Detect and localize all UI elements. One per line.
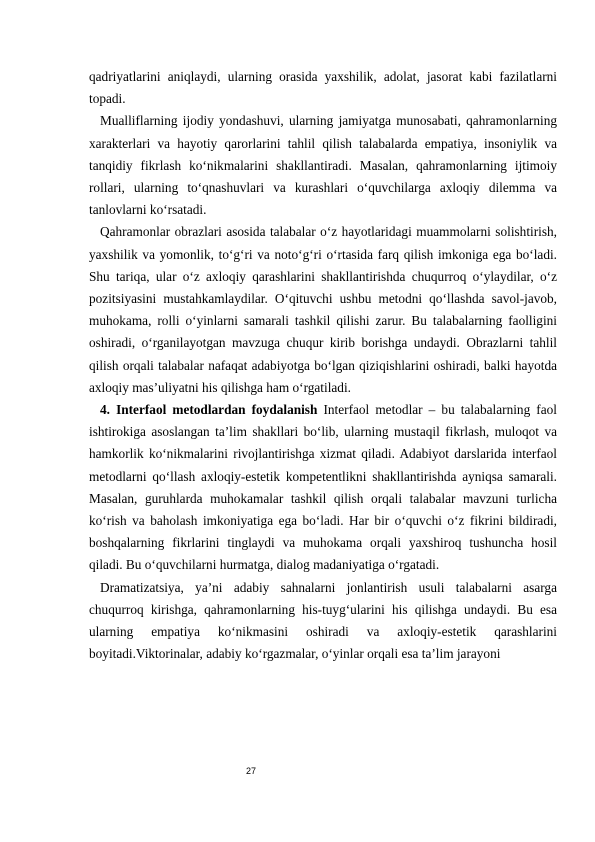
page-number: 27 (246, 766, 257, 776)
paragraph-3 (89, 221, 557, 399)
paragraph-4 (89, 399, 557, 577)
paragraph-1 (89, 66, 557, 110)
paragraph-3-text: Qahramonlar obrazlari asosida talabalar o‘z hayotlaridagi muammolarni solishtirish, yaxshilik va yomonlik, to‘g‘ri va noto‘g‘ri o‘rtasida farq qilish imkoniga ega bo‘ladi. Shu tariqa, ular o‘z axloqiy qarashlarini shakllantirishda chuqurroq o‘ylaydilar, o‘z pozitsiyasini mustahkamlaydilar. O‘qituvchi ushbu metodni qo‘llashda savol-javob, muhokama, rolli o‘yinlarni samarali tashkil qilishi zarur. Bu talabalarning faolligini oshiradi, o‘rganilayotgan mavzuga chuqur kirib borishga undaydi. Obrazlarni tahlil qilish orqali talabalar nafaqat adabiyotga bo‘lgan qiziqishlarini oshiradi, balki hayotda axloqiy mas’uliyatni his qilishga ham o‘rgatiladi. (89, 224, 557, 395)
paragraph-2-text: Mualliflarning ijodiy yondashuvi, ularning jamiyatga munosabati, qahramonlarning xarakterlari va hayotiy qarorlarini tahlil qilish talabalarda empatiya, insoniylik va tanqidiy fikrlash ko‘nikmalarini shakllantiradi. Masalan, qahramonlarning ijtimoiy rollari, ularning to‘qnashuvlari va kurashlari o‘quvchilarga axloqiy dilemma va tanlovlarni ko‘rsatadi. (89, 113, 557, 218)
document-page (89, 66, 557, 665)
paragraph-4-text: Interfaol metodlar – bu talabalarning faol ishtirokiga asoslangan ta’lim shakllari bo‘lib, ularning mustaqil fikrlash, muloqot va hamkorlik ko‘nikmalarini rivojlantirishga xizmat qiladi. Adabiyot darslarida interfaol metodlarni qo‘llash axloqiy-estetik kompetentlikni shakllantirishda ayniqsa samarali. Masalan, guruhlarda muhokamalar tashkil qilish orqali talabalar mavzuni turlicha ko‘rish va baholash imkoniyatiga ega bo‘ladi. Har bir o‘quvchi o‘z fikrini bildiradi, boshqalarning fikrlarini tinglaydi va muhokama orqali yaxshiroq tushuncha hosil qiladi. Bu o‘quvchilarni hurmatga, dialog madaniyatiga o‘rgatadi. (89, 402, 557, 573)
section-heading: 4. Interfaol metodlardan foydalanish (100, 402, 318, 418)
paragraph-2 (89, 110, 557, 221)
paragraph-1-text: qadriyatlarini aniqlaydi, ularning orasida yaxshilik, adolat, jasorat kabi fazilatlarni topadi. (89, 69, 557, 107)
paragraph-5 (89, 577, 557, 666)
paragraph-5-text: Dramatizatsiya, ya’ni adabiy sahnalarni jonlantirish usuli talabalarni asarga chuqurroq kirishga, qahramonlarning his-tuyg‘ularini his qilishga undaydi. Bu esa ularning empatiya ko‘nikmasini oshiradi va axloqiy-estetik qarashlarini boyitadi.Viktorinalar, adabiy ko‘rgazmalar, o‘yinlar orqali esa ta’lim jarayoni (89, 579, 557, 662)
